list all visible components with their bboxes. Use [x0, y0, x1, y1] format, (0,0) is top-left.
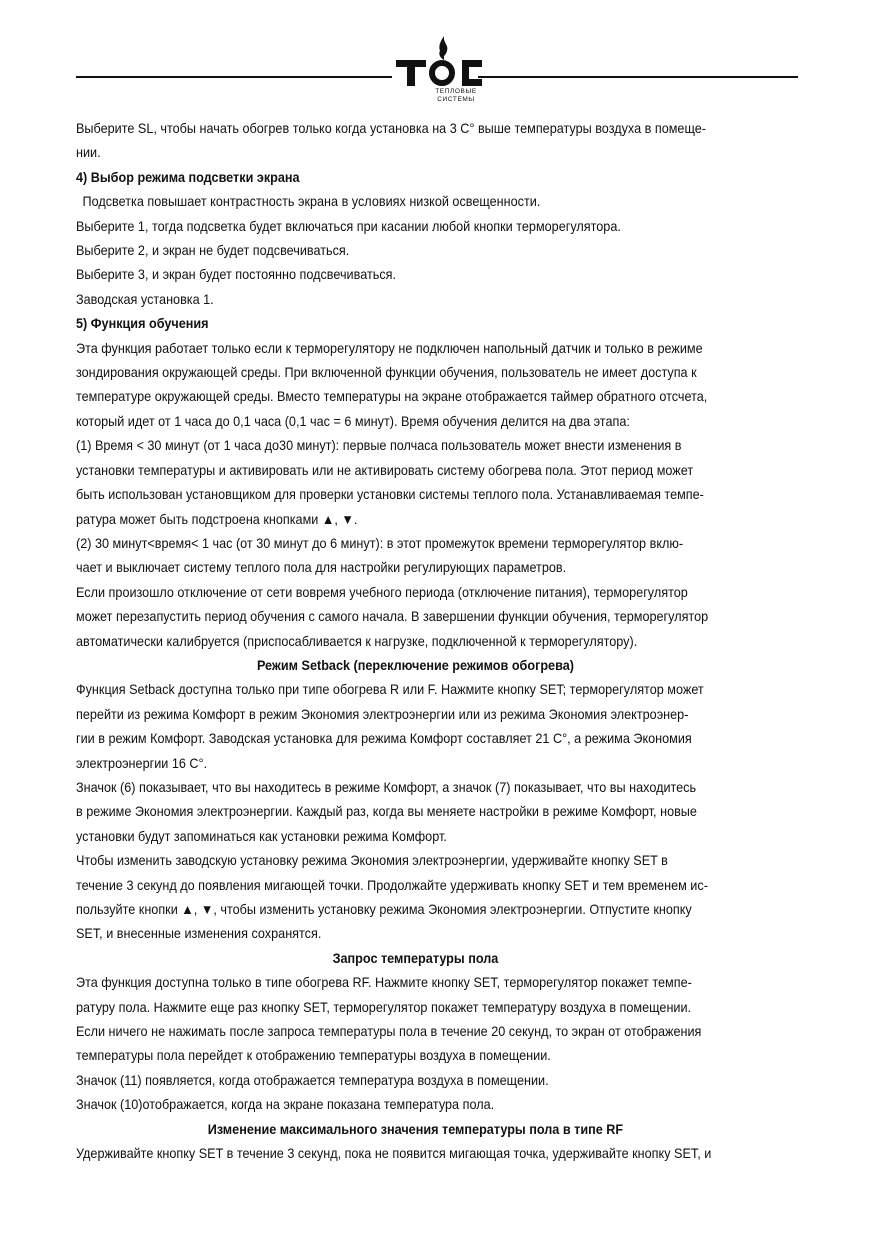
- header-rule-right: [478, 76, 798, 78]
- paragraph-line: пользуйте кнопки ▲, ▼, чтобы изменить установку режима Экономия электроэнергии. Отпустите кнопку: [76, 902, 692, 917]
- paragraph-line: автоматически калибруется (приспосабливается к нагрузке, подключенной к терморегулятору).: [76, 633, 638, 649]
- paragraph-line: ратуру пола. Нажмите еще раз кнопку SET, терморегулятор покажет температуру воздуха в помещении.: [76, 999, 692, 1015]
- page-header: [0, 36, 874, 112]
- paragraph-line: может перезапустить период обучения с самого начала. В завершении функции обучения, терморегулятор: [76, 609, 709, 625]
- section-heading-backlight: 4) Выбор режима подсветки экрана: [76, 169, 300, 185]
- document-body: [76, 117, 755, 1166]
- paragraph-line: установки будут запоминаться как установки режима Комфорт.: [76, 828, 447, 844]
- paragraph-line: температуры пола перейдет к отображению температуры воздуха в помещении.: [76, 1048, 551, 1064]
- paragraph-line: Выберите 2, и экран не будет подсвечиваться.: [76, 243, 350, 259]
- paragraph-line: чает и выключает систему теплого пола для настройки регулирующих параметров.: [76, 560, 567, 576]
- section-heading-floor-temp: Запрос температуры пола: [332, 950, 499, 966]
- paragraph-line: (1) Время < 30 минут (от 1 часа до30 минут): первые полчаса пользователь может внести изменения в: [76, 438, 682, 454]
- paragraph-line: который идет от 1 часа до 0,1 часа (0,1 час = 6 минут). Время обучения делится на два этапа:: [76, 413, 630, 429]
- paragraph-line: Выберите 3, и экран будет постоянно подсвечиваться.: [76, 267, 397, 283]
- paragraph-line: Функция Setback доступна только при типе обогрева R или F. Нажмите кнопку SET; терморегулятор может: [76, 682, 704, 698]
- paragraph-line: Если произошло отключение от сети вовремя учебного периода (отключение питания), терморегулятор: [76, 584, 688, 600]
- paragraph-line: зондирования окружающей среды. При включенной функции обучения, пользователь не имеет доступа к: [76, 365, 697, 381]
- paragraph-line: электроэнергии 16 С°.: [76, 755, 208, 771]
- paragraph-line: гии в режим Комфорт. Заводская установка для режима Комфорт составляет 21 С°, а режима Экономия: [76, 731, 692, 747]
- paragraph-line: Эта функция доступна только в типе обогрева RF. Нажмите кнопку SET, терморегулятор покажет темпе-: [76, 975, 692, 991]
- paragraph-line: Подсветка повышает контрастность экрана в условиях низкой освещенности.: [82, 194, 541, 210]
- logo-text-line1: ТЕПЛОВЫЕ: [435, 88, 477, 95]
- paragraph-line: Значок (10)отображается, когда на экране показана температура пола.: [76, 1097, 495, 1113]
- paragraph-line: перейти из режима Комфорт в режим Экономия электроэнергии или из режима Экономия электроэнер-: [76, 706, 689, 722]
- paragraph-line: Выберите 1, тогда подсветка будет включаться при касании любой кнопки терморегулятора.: [76, 218, 621, 234]
- paragraph-line: Если ничего не нажимать после запроса температуры пола в течение 20 секунд, то экран от отображения: [76, 1024, 702, 1040]
- header-rule-left: [76, 76, 392, 78]
- paragraph-line: быть использован установщиком для проверки установки системы теплого пола. Устанавливаемая темпе-: [76, 487, 704, 503]
- section-heading-max-floor-temp: Изменение максимального значения температуры пола в типе RF: [207, 1121, 624, 1137]
- paragraph-line: течение 3 секунд до появления мигающей точки. Продолжайте удерживать кнопку SET и тем временем ис-: [76, 877, 708, 893]
- paragraph-line: в режиме Экономия электроэнергии. Каждый раз, когда вы меняете настройки в режиме Комфорт, новые: [76, 804, 697, 820]
- paragraph-line: (2) 30 минут<время< 1 час (от 30 минут до 6 минут): в этот промежуток времени терморегулятор вклю-: [76, 535, 684, 551]
- paragraph-line: Удерживайте кнопку SET в течение 3 секунд, пока не появится мигающая точка, удерживайте кнопку SET, и: [76, 1146, 712, 1162]
- paragraph-line: установки температуры и активировать или не активировать систему обогрева пола. Этот период может: [76, 462, 694, 478]
- paragraph-line: SET, и внесенные изменения сохранятся.: [76, 926, 322, 942]
- paragraph-line: нии.: [76, 145, 101, 161]
- paragraph-line: Эта функция работает только если к терморегулятору не подключен напольный датчик и только в режиме: [76, 340, 703, 356]
- logo-text-line2: СИСТЕМЫ: [437, 96, 475, 103]
- section-heading-learning: 5) Функция обучения: [76, 316, 209, 332]
- paragraph-line: температуре окружающей среды. Вместо температуры на экране отображается таймер обратного отсчета,: [76, 389, 708, 405]
- paragraph-line: Чтобы изменить заводскую установку режима Экономия электроэнергии, удерживайте кнопку SET в: [76, 853, 668, 869]
- paragraph-line: Значок (11) появляется, когда отображается температура воздуха в помещении.: [76, 1072, 549, 1088]
- paragraph-line: Значок (6) показывает, что вы находитесь в режиме Комфорт, а значок (7) показывает, что вы находитесь: [76, 779, 697, 795]
- paragraph-line: Заводская установка 1.: [76, 291, 214, 307]
- paragraph-line: Выберите SL, чтобы начать обогрев только когда установка на 3 С° выше температуры воздуха в помеще-: [76, 121, 706, 136]
- paragraph-line: ратура может быть подстроена кнопками ▲, ▼.: [76, 511, 358, 527]
- section-heading-setback: Режим Setback (переключение режимов обогрева): [256, 657, 574, 673]
